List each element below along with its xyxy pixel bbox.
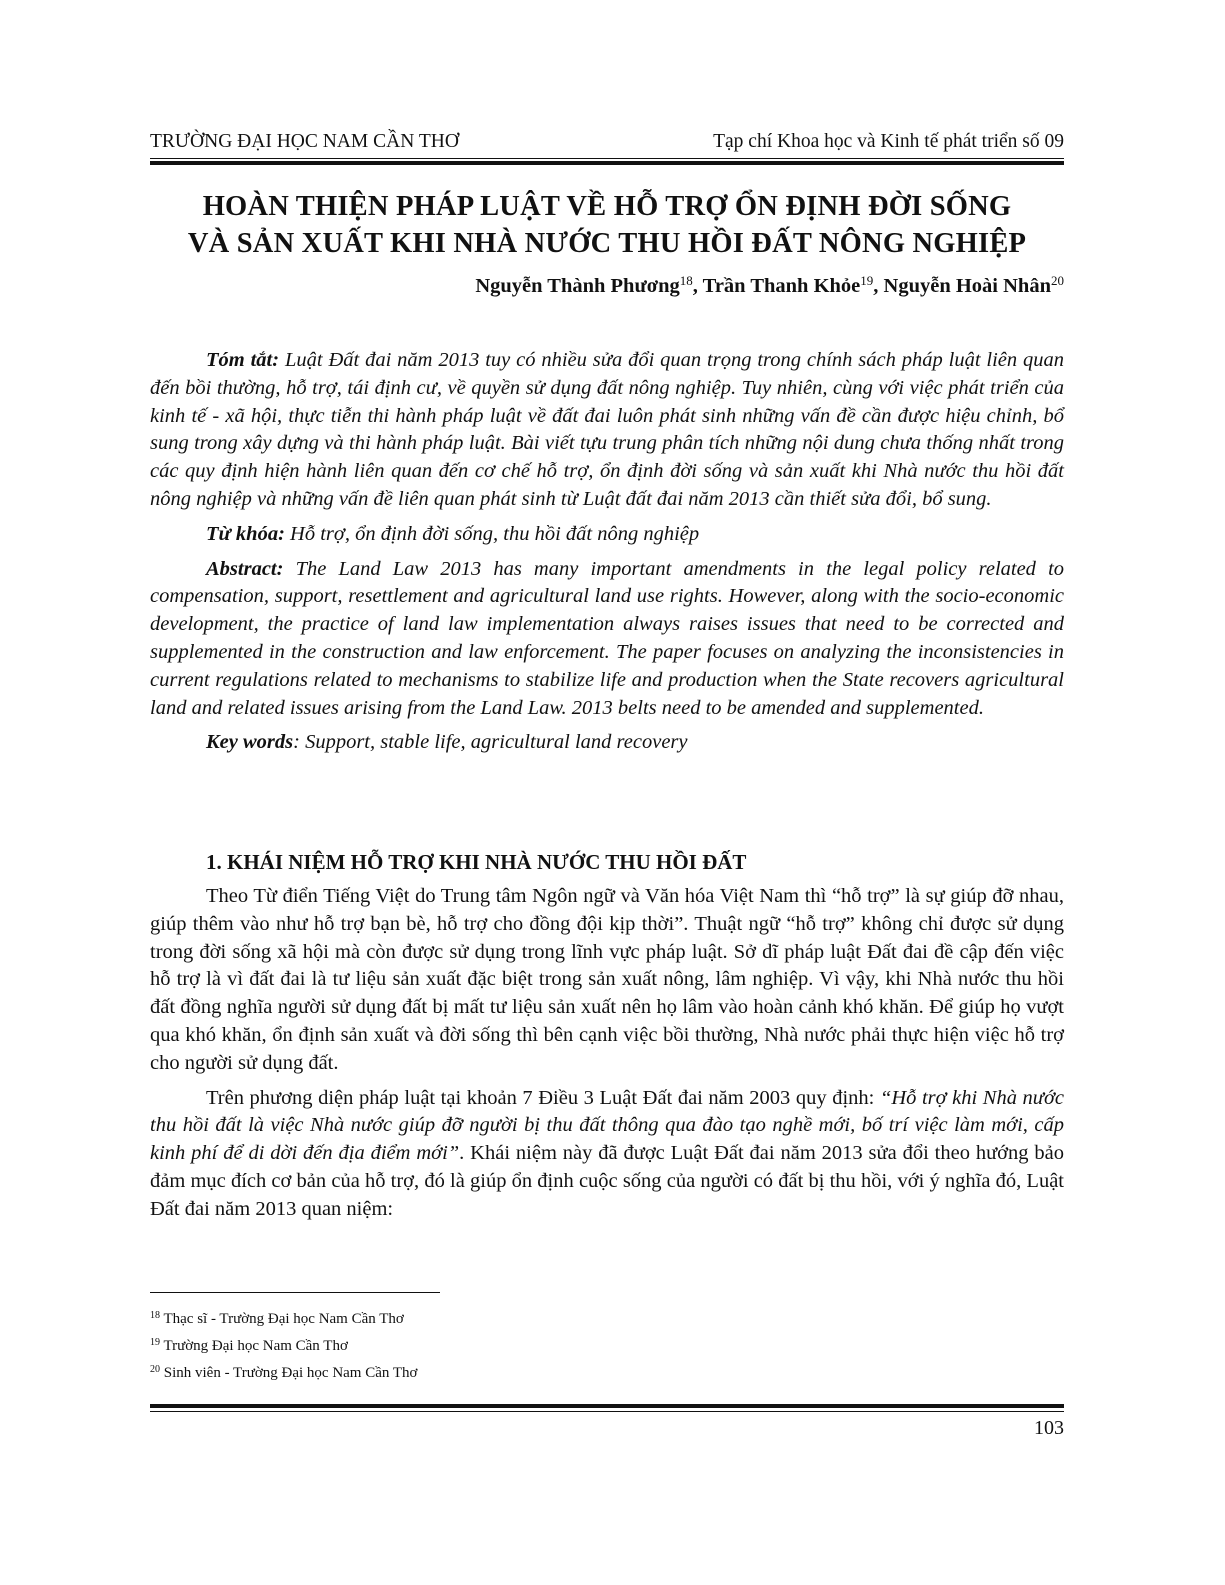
footnote-number: 18 [150, 1310, 160, 1321]
abstract-vi-label: Tóm tắt: [206, 349, 280, 371]
section-body [150, 883, 1064, 1224]
author-footnote-ref[interactable]: 18 [679, 273, 693, 288]
keywords-english [150, 729, 1064, 757]
abstract-section [150, 347, 1064, 757]
footnote-text: Thạc sĩ - Trường Đại học Nam Cần Thơ [160, 1311, 404, 1327]
abstract-en-label: Abstract: [206, 557, 284, 580]
author-name: Nguyễn Hoài Nhân [883, 275, 1051, 297]
paper-title [150, 188, 1064, 262]
footnote-number: 19 [150, 1337, 160, 1348]
footnote-text: Trường Đại học Nam Cần Thơ [160, 1338, 348, 1354]
body-paragraph: Theo Từ điển Tiếng Việt do Trung tâm Ngôn ngữ và Văn hóa Việt Nam thì “hỗ trợ” là sự giúp đỡ nhau, giúp thêm vào như hỗ trợ bạn bè, hỗ trợ cho đồng đội kịp thời”. Thuật ngữ “hỗ trợ” không chỉ được sử dụng trong đời sống xã hội mà còn được sử dụng trong lĩnh vực pháp luật. Sở dĩ pháp luật Đất đai đề cập đến việc hỗ trợ là vì đất đai là tư liệu sản xuất đặc biệt trong sản xuất nông, lâm nghiệp. Vì vậy, khi Nhà nước thu hồi đất đồng nghĩa người sử dụng đất bị mất tư liệu sản xuất nên họ lâm vào hoàn cảnh khó khăn. Để giúp họ vượt qua khó khăn, ổn định sản xuất và đời sống thì bên cạnh việc bồi thường, Nhà nước phải thực hiện việc hỗ trợ cho người sử dụng đất. [150, 885, 1064, 1074]
author-footnote-ref[interactable]: 19 [860, 273, 874, 288]
keywords-en-text: : Support, stable life, agricultural land recovery [293, 731, 688, 754]
footnote-item [150, 1306, 750, 1333]
author-list: Nguyễn Thành Phương$^{18}$, Trần Thanh Khỏe$^{19}$, Nguyễn Hoài Nhân$^{20}$ [475, 273, 1064, 297]
keywords-vietnamese [150, 521, 1064, 549]
paper-title-line-1: HOÀN THIỆN PHÁP LUẬT VỀ HỖ TRỢ ỔN ĐỊNH ĐỜI SỐNG [202, 191, 1012, 222]
keywords-vi-label: Từ khóa: [206, 522, 285, 545]
legal-quote: “Hỗ trợ khi Nhà nước thu hồi đất là việc Nhà nước giúp đỡ người bị thu đất thông qua đào tạo nghề mới, bố trí việc làm mới, cấp kinh phí để di dời đến địa điểm mới” [150, 1086, 1064, 1165]
keywords-vi-text: Hỗ trợ, ổn định đời sống, thu hồi đất nông nghiệp [290, 522, 700, 545]
para-lead: Trên phương diện pháp luật tại khoản 7 Điều 3 Luật Đất đai năm 2003 quy định: [206, 1086, 880, 1109]
header-rule-thick [150, 161, 1064, 165]
header-journal: Tạp chí Khoa học và Kinh tế phát triển số 09 [713, 131, 1064, 152]
author-footnote-ref[interactable]: 20 [1051, 273, 1064, 288]
body-paragraph [150, 1085, 1064, 1224]
author-name: Nguyễn Thành Phương [475, 275, 680, 297]
footer-rule-thick [150, 1404, 1064, 1408]
footnote-item [150, 1333, 750, 1360]
running-header [150, 132, 1064, 152]
author-name: Trần Thanh Khỏe [702, 275, 861, 297]
footnote-separator [150, 1292, 440, 1293]
paper-title-line-2: VÀ SẢN XUẤT KHI NHÀ NƯỚC THU HỒI ĐẤT NÔNG NGHIỆP [187, 228, 1027, 259]
footnote-item [150, 1360, 750, 1387]
para-tail: . Khái niệm này đã được Luật Đất đai năm 2013 sửa đổi theo hướng bảo đảm mục đích cơ bản của hỗ trợ, đó là giúp ổn định cuộc sống của người có đất bị thu hồi, với ý nghĩa đó, Luật Đất đai năm 2013 quan niệm: [150, 1142, 1065, 1220]
abstract-english [150, 556, 1064, 723]
footnote-text: Sinh viên - Trường Đại học Nam Cần Thơ [160, 1365, 418, 1381]
abstract-en-text: The Land Law 2013 has many important amendments in the legal policy related to compensation, support, resettlement and agricultural land use rights. However, along with the socio-economic development, the practice of land law implementation always raises issues that need to be corrected and supplemented in the construction and law enforcement. The paper focuses on analyzing the inconsistencies in current regulations related to mechanisms to stabilize life and production when the State recovers agricultural land and related issues arising from the Land Law. 2013 belts need to be amended and supplemented. [150, 557, 1065, 719]
header-rule-thin [150, 158, 1064, 159]
footnote-number: 20 [150, 1364, 160, 1375]
abstract-vietnamese [150, 347, 1064, 514]
footer-rule-thin [150, 1411, 1064, 1412]
keywords-en-label: Key words [206, 731, 294, 754]
section-heading: 1. KHÁI NIỆM HỖ TRỢ KHI NHÀ NƯỚC THU HỒI ĐẤT [206, 850, 747, 874]
header-university: TRƯỜNG ĐẠI HỌC NAM CẦN THƠ [150, 131, 459, 152]
page-number: 103 [1034, 1417, 1064, 1439]
footnotes [150, 1306, 750, 1387]
abstract-vi-text: Luật Đất đai năm 2013 tuy có nhiều sửa đổi quan trọng trong chính sách pháp luật liên quan đến bồi thường, hỗ trợ, tái định cư, về quyền sử dụng đất nông nghiệp. Tuy nhiên, cùng với việc phát triển của kinh tế - xã hội, thực tiễn thi hành pháp luật về đất đai luôn phát sinh những vấn đề cần được hiệu chỉnh, bổ sung trong xây dựng và thi hành pháp luật. Bài viết tựu trung phân tích những nội dung chưa thống nhất trong các quy định hiện hành liên quan đến cơ chế hỗ trợ, ổn định đời sống và sản xuất khi Nhà nước thu hồi đất nông nghiệp và những vấn đề liên quan phát sinh từ Luật đất đai năm 2013 cần thiết sửa đổi, bổ sung. [150, 349, 1065, 510]
